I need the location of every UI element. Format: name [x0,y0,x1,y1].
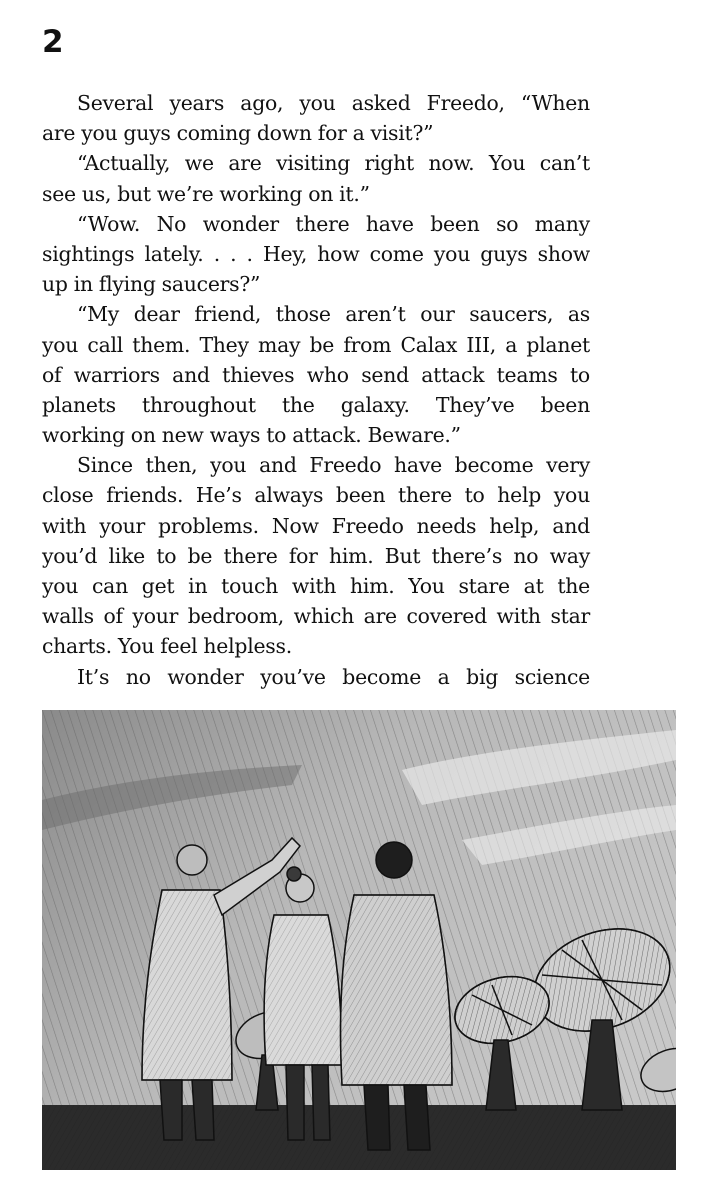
text-line: Several years ago, you asked Freedo, “When [77,91,590,115]
text-line: with your problems. Now Freedo needs help, and [42,513,590,538]
text-line: sightings lately. . . . Hey, how come you guys show [42,241,590,266]
page-number: 2 [42,24,64,60]
text-line: “Actually, we are visiting right now. You can’t [77,151,590,176]
text-line: It’s no wonder you’ve become a big science [77,664,590,689]
text-line: “Wow. No wonder there have been so many [77,211,590,236]
text-line: “My dear friend, those aren’t our saucers, as [77,302,590,327]
text-line: charts. You feel helpless. [42,634,292,659]
text-line: working on new ways to attack. Beware.” [42,423,461,448]
text-line: up in flying saucers?” [42,272,261,297]
illustration-scientists-radio-telescopes [42,710,676,1170]
text-line: you call them. They may be from Calax III, a planet [42,332,590,357]
text-line: walls of your bedroom, which are covered with star [42,604,590,629]
text-line: see us, but we’re working on it.” [42,181,370,206]
text-line: you can get in touch with him. You stare at the [42,574,590,598]
story-text [42,88,590,692]
text-line: you’d like to be there for him. But there’s no way [42,543,590,568]
text-line: of warriors and thieves who send attack teams to [42,362,590,387]
text-line: planets throughout the galaxy. They’ve been [42,392,590,417]
text-line: close friends. He’s always been there to help you [42,483,590,508]
text-line: Since then, you and Freedo have become very [77,453,590,478]
text-line: are you guys coming down for a visit?” [42,121,434,146]
